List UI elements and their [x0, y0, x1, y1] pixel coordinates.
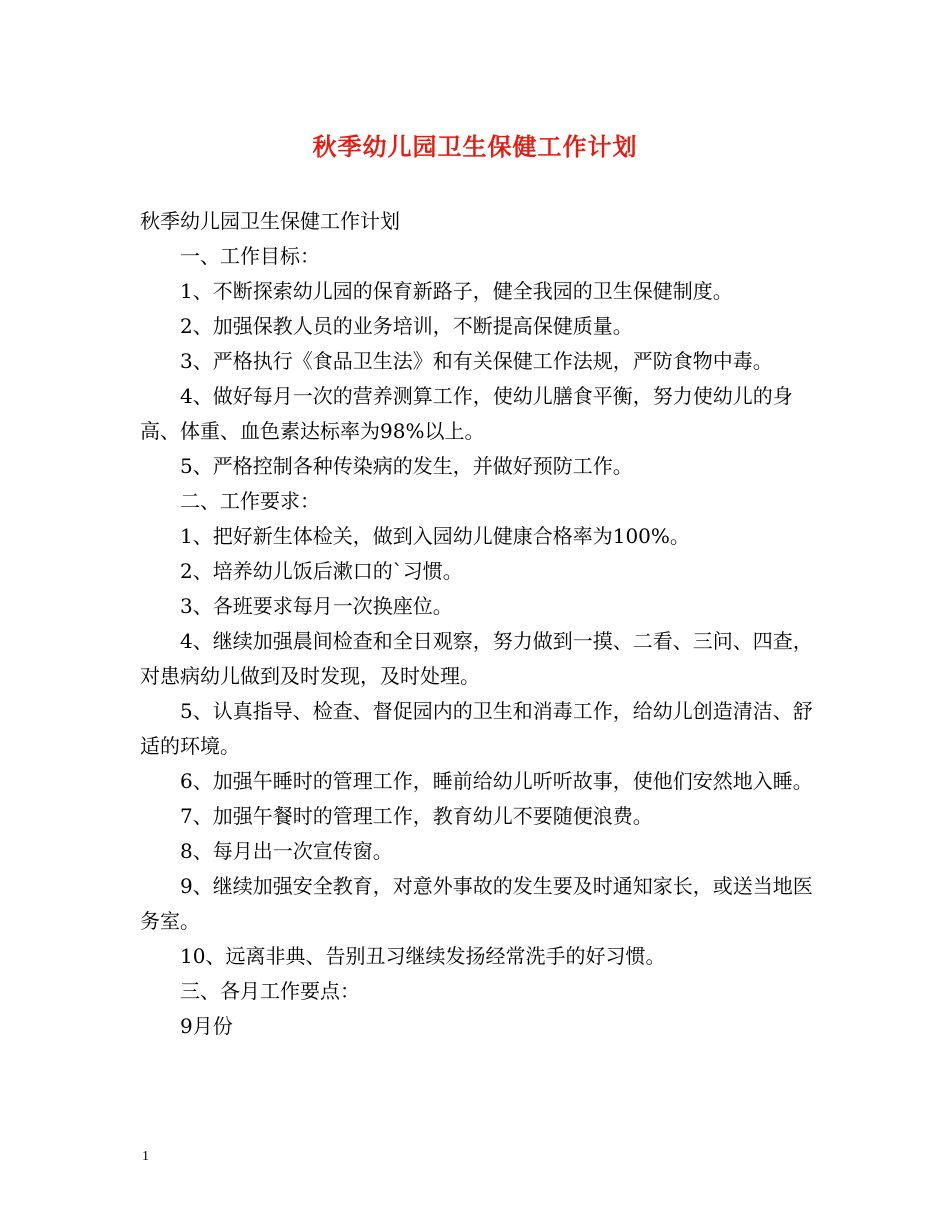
document-body: [140, 204, 820, 1044]
paragraph-month-september: 9月份: [180, 1014, 233, 1038]
paragraph-goal-4: 4、做好每月一次的营养测算工作，使幼儿膳食平衡，努力使幼儿的身 高、体重、血色素达标率为98%以上。: [140, 384, 806, 443]
paragraph-requirement-5: 5、认真指导、检查、督促园内的卫生和消毒工作，给幼儿创造清洁、舒适的环境。: [140, 699, 813, 758]
page-title: 秋季幼儿园卫生保健工作计划: [312, 132, 638, 161]
section-heading-goals: 一、工作目标：: [180, 244, 320, 268]
paragraph-goal-2: 2、加强保教人员的业务培训，不断提高保健质量。: [180, 314, 633, 338]
paragraph-subtitle: 秋季幼儿园卫生保健工作计划: [140, 209, 400, 233]
paragraph-requirement-6: 6、加强午睡时的管理工作，睡前给幼儿听听故事，使他们安然地入睡。: [180, 769, 813, 793]
paragraph-requirement-8: 8、每月出一次宣传窗。: [180, 839, 393, 863]
paragraph-goal-5: 5、严格控制各种传染病的发生，并做好预防工作。: [180, 454, 633, 478]
paragraph-requirement-9: 9、继续加强安全教育，对意外事故的发生要及时通知家长，或送当地医务室。: [140, 874, 813, 933]
section-heading-monthly: 三、各月工作要点：: [180, 979, 360, 1003]
paragraph-goal-3: 3、严格执行《食品卫生法》和有关保健工作法规，严防食物中毒。: [180, 349, 773, 373]
paragraph-requirement-10: 10、远离非典、告别丑习继续发扬经常洗手的好习惯。: [180, 944, 666, 968]
page-number: 1: [142, 1149, 149, 1164]
paragraph-requirement-7: 7、加强午餐时的管理工作，教育幼儿不要随便浪费。: [180, 804, 653, 828]
paragraph-requirement-3: 3、各班要求每月一次换座位。: [180, 594, 453, 618]
paragraph-requirement-4: 4、继续加强晨间检查和全日观察，努力做到一摸、二看、三问、四查，对患病幼儿做到及时发现，及时处理。: [140, 629, 813, 688]
paragraph-requirement-1: 1、把好新生体检关，做到入园幼儿健康合格率为100%。: [180, 524, 690, 548]
section-heading-requirements: 二、工作要求：: [180, 489, 320, 513]
paragraph-goal-1: 1、不断探索幼儿园的保育新路子，健全我园的卫生保健制度。: [180, 279, 733, 303]
paragraph-requirement-2: 2、培养幼儿饭后漱口的`习惯。: [180, 559, 463, 583]
